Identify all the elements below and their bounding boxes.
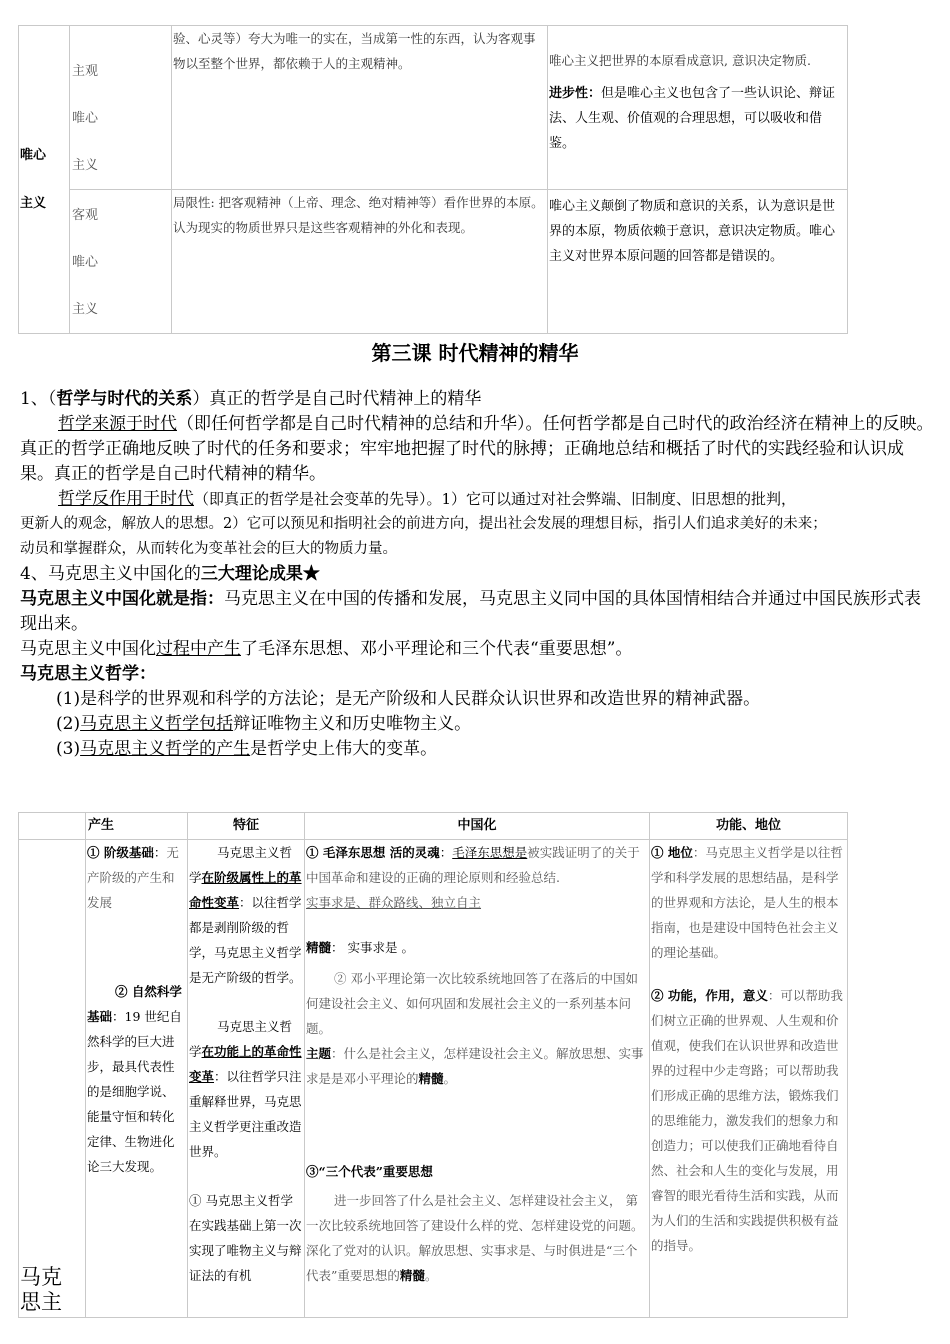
section-1-para-2-line-2: 更新人的观念，解放人的思想。2）它可以预见和指明社会的前进方向，提出社会发展的理想目标，指引人们追求美好的未来；	[20, 516, 827, 532]
header-origin: 产生	[86, 813, 188, 840]
phil-item-1: (1)是科学的世界观和科学的方法论；是无产阶级和人民群众认识世界和改造世界的精神武器。	[56, 689, 761, 709]
function-cell: ① 地位：马克思主义哲学是以往哲学和科学发展的思想结晶，是科学的世界观和方法论，是人生的根本指南，也是建设中国特色社会主义的理论基础。 ② 功能，作用，意义：可以帮助我们树立正确的世界观、人生观和价值观，使我们在认识世界和改造世界的过程中少走弯路；可以帮助我们形成正确的思维方法，锻炼我们的思维能力，激发我们的想象力和创造力；可以使我们正确地看待自然、社会和人生的变化与发展，用睿智的眼光看待生活和实践，从而为人们的生活和实践提供积极有益的指导。	[650, 840, 848, 1318]
section-1-para-1: 哲学来源于时代（即任何哲学都是自己时代精神的总结和升华）。任何哲学都是自己时代的政治经济在精神上的反映。真正的哲学正确地反映了时代的任务和要求；牢牢地把握了时代的脉搏；正确地总结和概括了时代的实践经验和认识成果。真正的哲学是自己时代精神的精华。	[20, 414, 934, 484]
objective-right: 唯心主义颠倒了物质和意识的关系，认为意识是世界的本原，物质依赖于意识，意识决定物质。唯心主义对世界本原问题的回答都是错误的。	[548, 190, 848, 334]
china-cell: ① 毛泽东思想 活的灵魂：毛泽东思想是被实践证明了的关于中国革命和建设的正确的理论原则和经验总结. 实事求是、群众路线、独立自主 精髓： 实事求是 。 ② 邓小平理论第一次比较系统地回答了在落后的中国如何建设社会主义、如何巩固和发展社会主义的一系列基本问题。 主题：什么是社会主义，怎样建设社会主义。解放思想、实事求是是邓小平理论的精髓。 ③“三个代表”重要思想 进一步回答了什么是社会主义、怎样建设社会主义， 第一次比较系统地回答了建设什么样的党、怎样建设党的问题。深化了党对的认识。解放思想、实事求是、与时俱进是“三个代表”重要思想的精髓。	[305, 840, 650, 1318]
objective-label: 客观 唯心 主义	[70, 190, 172, 334]
header-china: 中国化	[305, 813, 650, 840]
subjective-right: 唯心主义把世界的本原看成意识, 意识决定物质. 进步性：但是唯心主义也包含了一些认识论、辩证法、人生观、价值观的合理思想，可以吸收和借鉴。	[548, 26, 848, 190]
objective-desc: 局限性: 把客观精神（上帝、理念、绝对精神等）看作世界的本原。认为现实的物质世界只是这些客观精神的外化和表现。	[172, 190, 548, 334]
section-4-definition: 马克思主义中国化就是指：马克思主义在中国的传播和发展，马克思主义同中国的具体国情相结合并通过中国民族形式表现出来。	[20, 589, 921, 634]
subjective-label: 主观 唯心 主义	[70, 26, 172, 190]
section-4	[20, 562, 925, 762]
origin-cell: ① 阶级基础：无产阶级的产生和发展 ② 自然科学基础：19 世纪自然科学的巨大进步，最具代表性的是细胞学说、能量守恒和转化定律、生物进化论三大发现。	[86, 840, 188, 1318]
section-1-para-2-line-3: 动员和掌握群众，从而转化为变革社会的巨大的物质力量。	[20, 541, 397, 557]
section-1-heading: 1、（哲学与时代的关系）真正的哲学是自己时代精神上的精华	[20, 389, 482, 409]
features-cell: 马克思主义哲学在阶级属性上的革命性变革：以往哲学都是剥削阶级的哲学，马克思主义哲学是无产阶级的哲学。 马克思主义哲学在功能上的革命性变革：以往哲学只注重解释世界，马克思主义哲学更注重改造世界。 ① 马克思主义哲学在实践基础上第一次实现了唯物主义与辩证法的有机	[188, 840, 305, 1318]
section-4-heading: 4、马克思主义中国化的三大理论成果★	[20, 564, 320, 584]
subjective-desc: 验、心灵等）夸大为唯一的实在，当成第一性的东西，认为客观事物以至整个世界，都依赖于人的主观精神。	[172, 26, 548, 190]
header-empty	[19, 813, 86, 840]
section-1	[20, 387, 935, 562]
row-label: 马克 思主	[19, 840, 86, 1318]
phil-item-2: (2)马克思主义哲学包括辩证唯物主义和历史唯物主义。	[56, 714, 472, 734]
section-4-line-3: 马克思主义中国化过程中产生了毛泽东思想、邓小平理论和三个代表“重要思想”。	[20, 639, 633, 659]
section-1-para-2: 哲学反作用于时代（即真正的哲学是社会变革的先导）。1）它可以通过对社会弊端、旧制度、旧思想的批判，	[58, 489, 797, 509]
idealism-row-header: 唯心 主义	[19, 26, 70, 334]
header-function: 功能、地位	[650, 813, 848, 840]
idealism-table	[18, 25, 848, 334]
phil-title: 马克思主义哲学：	[20, 664, 156, 684]
marxism-table	[18, 812, 848, 1318]
phil-item-3: (3)马克思主义哲学的产生是哲学史上伟大的变革。	[56, 739, 438, 759]
lesson-title: 第三课 时代精神的精华	[371, 341, 579, 365]
header-features: 特征	[188, 813, 305, 840]
